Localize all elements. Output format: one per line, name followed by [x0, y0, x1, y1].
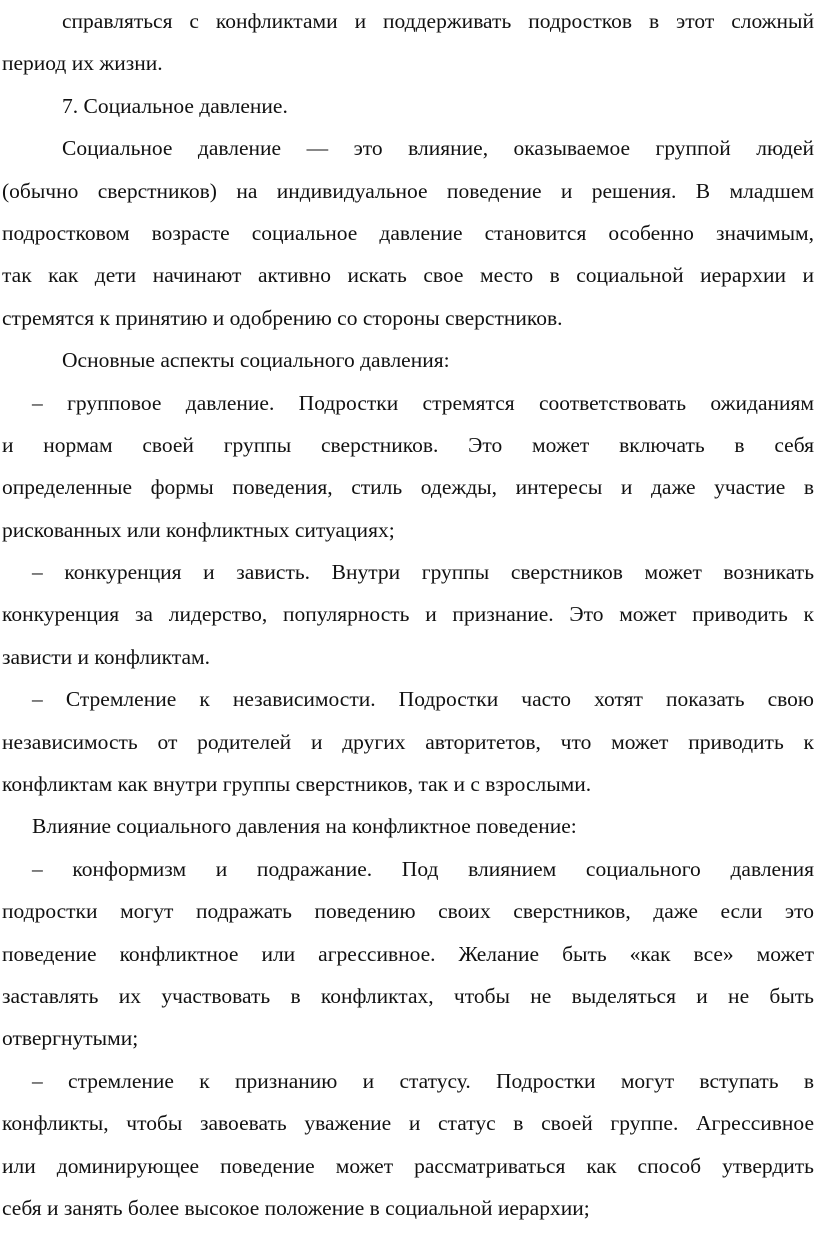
text-line: конкуренция за лидерство, популярность и признание. Это может приводить к: [2, 602, 814, 627]
text-line: себя и занять более высокое положение в социальной иерархии;: [2, 1195, 590, 1220]
text-line: так как дети начинают активно искать свое место в социальной иерархии и: [2, 263, 814, 288]
list-item-line: – Стремление к независимости. Подростки часто хотят показать свою: [32, 687, 814, 712]
list-item-line: – конформизм и подражание. Под влиянием социального давления: [32, 856, 814, 881]
text-line: подростковом возрасте социальное давление становится особенно значимым,: [2, 220, 814, 245]
text-line: конфликты, чтобы завоевать уважение и статус в своей группе. Агрессивное: [2, 1111, 814, 1136]
text-line: поведение конфликтное или агрессивное. Желание быть «как все» может: [2, 941, 814, 966]
text-line: и нормам своей группы сверстников. Это может включать в себя: [2, 432, 814, 457]
list-item-line: – групповое давление. Подростки стремятся соответствовать ожиданиям: [32, 390, 814, 415]
text-line: рискованных или конфликтных ситуациях;: [2, 517, 395, 542]
text-line: справляться с конфликтами и поддерживать подростков в этот сложный: [62, 9, 814, 33]
text-line: (обычно сверстников) на индивидуальное поведение и решения. В младшем: [2, 178, 814, 203]
text-line: заставлять их участвовать в конфликтах, чтобы не выделяться и не быть: [2, 983, 814, 1008]
text-line: или доминирующее поведение может рассматриваться как способ утвердить: [2, 1153, 814, 1178]
text-line: определенные формы поведения, стиль одежды, интересы и даже участие в: [2, 475, 814, 500]
text-line: независимость от родителей и других авторитетов, что может приводить к: [2, 729, 814, 754]
text-line: конфликтам как внутри группы сверстников, так и с взрослыми.: [2, 772, 592, 797]
section-heading: 7. Социальное давление.: [62, 93, 288, 118]
text-line: зависти и конфликтам.: [2, 644, 210, 669]
list-item-line: – конкуренция и зависть. Внутри группы сверстников может возникать: [32, 560, 814, 585]
list-item-line: – стремление к признанию и статусу. Подростки могут вступать в: [32, 1068, 814, 1093]
text-line: подростки могут подражать поведению своих сверстников, даже если это: [2, 899, 814, 924]
text-line: отвергнутыми;: [2, 1026, 139, 1051]
text-line: Основные аспекты социального давления:: [62, 348, 450, 373]
text-line: Влияние социального давления на конфликтное поведение:: [32, 814, 577, 839]
text-line: Социальное давление — это влияние, оказываемое группой людей: [62, 136, 814, 161]
text-line: стремятся к принятию и одобрению со стороны сверстников.: [2, 305, 563, 330]
text-line: период их жизни.: [2, 51, 163, 76]
